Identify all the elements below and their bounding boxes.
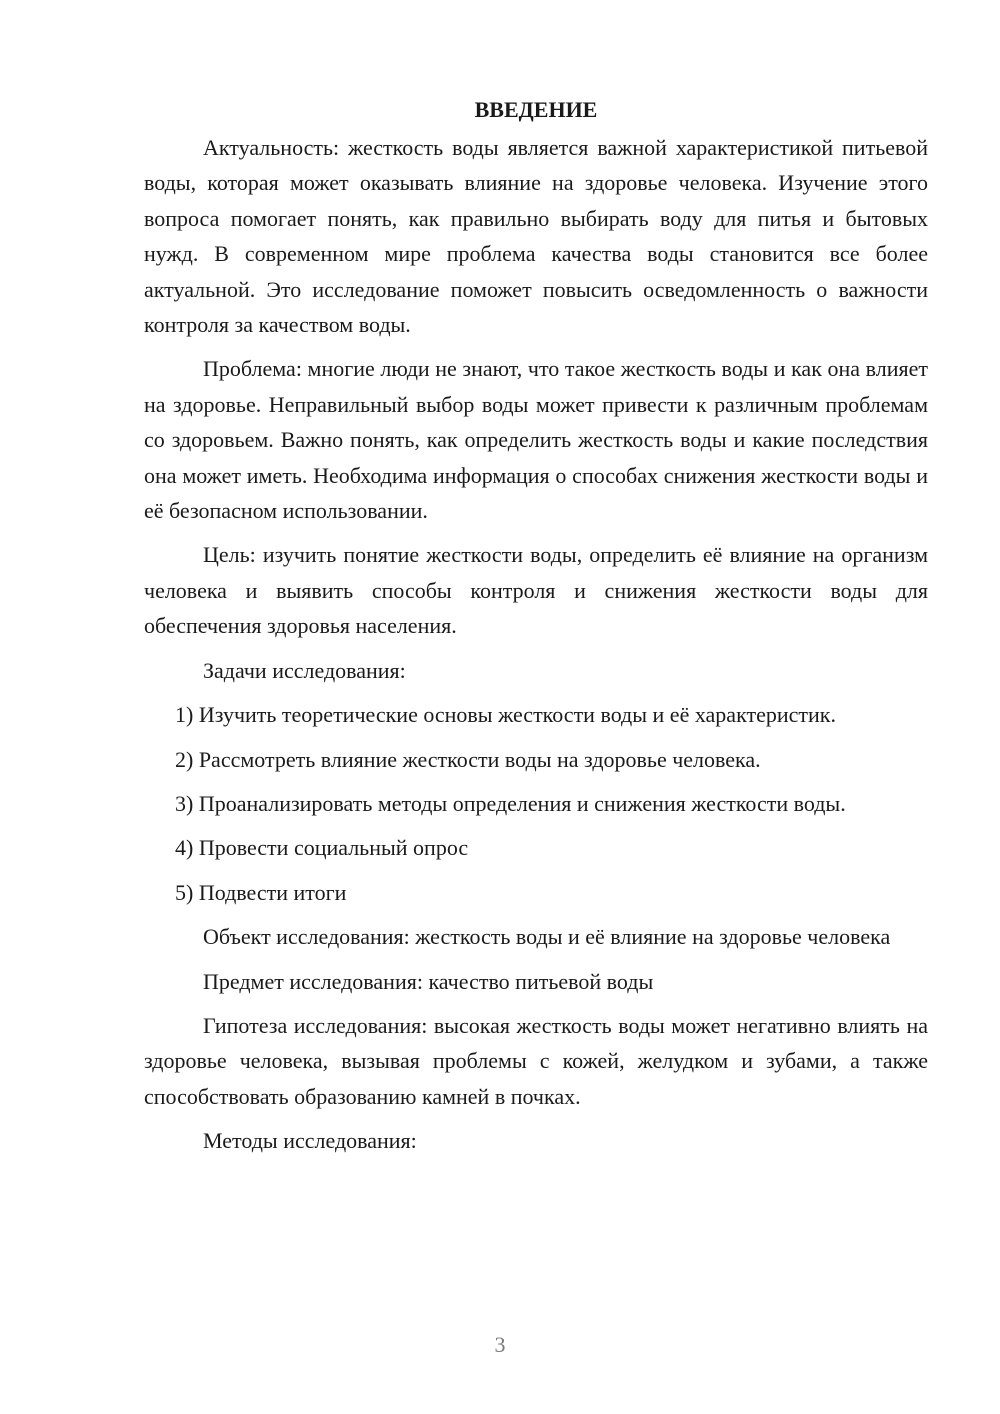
section-title: ВВЕДЕНИЕ: [474, 97, 598, 122]
task-item: 4) Провести социальный опрос: [175, 835, 469, 861]
paragraph-object: Объект исследования: жесткость воды и её влияние на здоровье человека: [203, 924, 891, 950]
paragraph-problem: Проблема: многие люди не знают, что такое жесткость воды и как она влияет на здоровье. Неправильный выбор воды может привести к различным проблемам со здоровьем. Важно понять, как определить жесткость воды и какие последствия она может иметь. Необходима информация о способах снижения жесткости воды и её безопасном использовании.: [144, 356, 928, 524]
task-item: 3) Проанализировать методы определения и снижения жесткости воды.: [175, 790, 846, 816]
paragraph-goal: Цель: изучить понятие жесткости воды, определить её влияние на организм человека и выявить способы контроля и снижения жесткости воды для обеспечения здоровья населения.: [144, 542, 928, 639]
task-item: 5) Подвести итоги: [175, 879, 347, 905]
task-item: 2) Рассмотреть влияние жесткости воды на здоровье человека.: [175, 746, 761, 772]
paragraph-tasks-heading: Задачи исследования:: [203, 657, 406, 683]
task-item: 1) Изучить теоретические основы жесткости воды и её характеристик.: [175, 702, 836, 728]
paragraph-hypothesis: Гипотеза исследования: высокая жесткость воды может негативно влиять на здоровье человека, вызывая проблемы с кожей, желудком и зубами, а также способствовать образованию камней в почках.: [144, 1012, 928, 1109]
paragraph-methods: Методы исследования:: [203, 1128, 417, 1154]
document-page: [144, 92, 928, 1168]
paragraph-relevance: Актуальность: жесткость воды является важной характеристикой питьевой воды, которая может оказывать влияние на здоровье человека. Изучение этого вопроса помогает понять, как правильно выбирать воду для питья и бытовых нужд. В современном мире проблема качества воды становится все более актуальной. Это исследование поможет повысить осведомленность о важности контроля за качеством воды.: [144, 135, 928, 338]
page-number: 3: [494, 1332, 506, 1357]
paragraph-subject: Предмет исследования: качество питьевой воды: [203, 968, 654, 994]
